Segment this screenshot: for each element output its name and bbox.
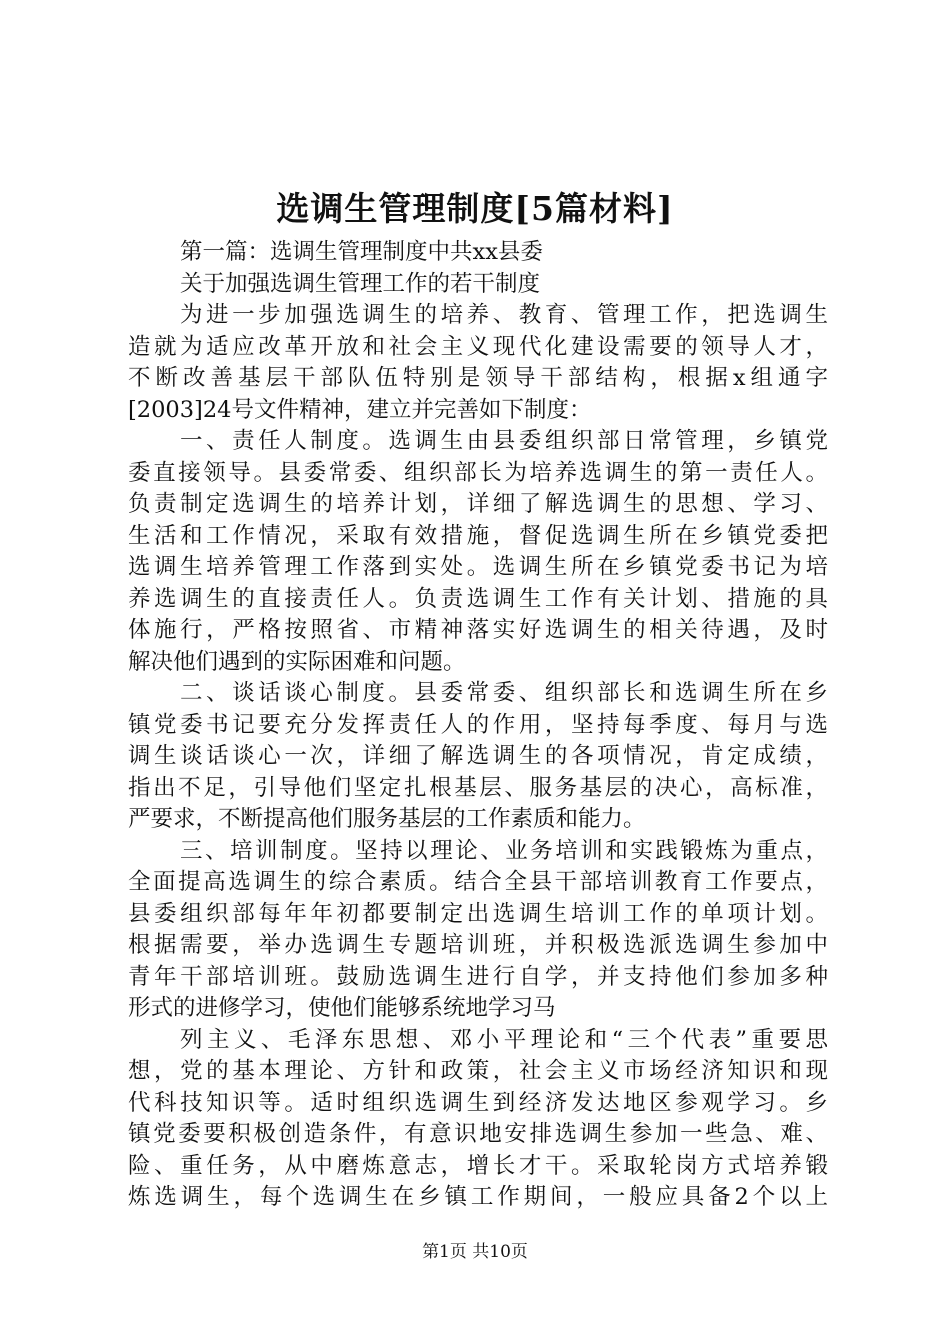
paragraph-line: 选调生培养管理工作落到实处。选调生所在乡镇党委书记为培 (128, 554, 828, 580)
paragraph-line: 三、培训制度。坚持以理论、业务培训和实践锻炼为重点， (180, 837, 828, 864)
paragraph-line: 青年干部培训班。鼓励选调生进行自学，并支持他们参加多种 (128, 963, 828, 990)
paragraph-line: 委直接领导。县委常委、组织部长为培养选调生的第一责任人。 (128, 459, 828, 486)
paragraph-line: 调生谈话谈心一次，详细了解选调生的各项情况，肯定成绩， (128, 743, 828, 769)
document-body (128, 237, 828, 1214)
paragraph-line: 一、责任人制度。选调生由县委组织部日常管理，乡镇党 (180, 428, 828, 454)
paragraph-line: 根据需要，举办选调生专题培训班，并积极选派选调生参加中 (128, 932, 828, 958)
paragraph-line: 险、重任务，从中磨炼意志，增长才干。采取轮岗方式培养锻 (128, 1152, 828, 1179)
paragraph-line: 严要求，不断提高他们服务基层的工作素质和能力。 (128, 806, 646, 832)
paragraph-line: 解决他们遇到的实际困难和问题。 (128, 648, 466, 675)
paragraph-line: 造就为适应改革开放和社会主义现代化建设需要的领导人才， (128, 333, 828, 360)
paragraph-line: [2003]24号文件精神，建立并完善如下制度： (128, 396, 592, 423)
paragraph-line: 指出不足，引导他们坚定扎根基层、服务基层的决心，高标准， (128, 774, 828, 801)
paragraph-line: 生活和工作情况，采取有效措施，督促选调生所在乡镇党委把 (128, 522, 828, 549)
page-number-footer: 第1页 共10页 (422, 1242, 528, 1262)
document-title: 选调生管理制度[5篇材料] (276, 189, 674, 228)
paragraph-line: 列主义、毛泽东思想、邓小平理论和“三个代表”重要思 (180, 1026, 828, 1053)
paragraph-line: 全面提高选调生的综合素质。结合全县干部培训教育工作要点， (128, 869, 828, 895)
paragraph-line: 镇党委书记要充分发挥责任人的作用，坚持每季度、每月与选 (128, 711, 828, 738)
paragraph-line: 想，党的基本理论、方针和政策，社会主义市场经济知识和现 (128, 1058, 828, 1084)
paragraph-line: 炼选调生，每个选调生在乡镇工作期间，一般应具备2个以上 (128, 1184, 828, 1210)
paragraph-line: 负责制定选调生的培养计划，详细了解选调生的思想、学习、 (128, 491, 828, 517)
section-heading: 第一篇：选调生管理制度中共xx县委 (180, 239, 543, 265)
section-subheading: 关于加强选调生管理工作的若干制度 (180, 270, 541, 297)
paragraph-line: 镇党委要积极创造条件，有意识地安排选调生参加一些急、难、 (128, 1121, 828, 1147)
paragraph-line: 二、谈话谈心制度。县委常委、组织部长和选调生所在乡 (180, 680, 828, 706)
paragraph-line: 代科技知识等。适时组织选调生到经济发达地区参观学习。乡 (128, 1089, 828, 1116)
paragraph-line: 县委组织部每年年初都要制定出选调生培训工作的单项计划。 (128, 900, 828, 927)
paragraph-line: 形式的进修学习，使他们能够系统地学习马 (128, 995, 556, 1021)
paragraph-line: 养选调生的直接责任人。负责选调生工作有关计划、措施的具 (128, 585, 828, 612)
paragraph-line: 不断改善基层干部队伍特别是领导干部结构，根据x组通字 (128, 365, 828, 391)
paragraph-line: 为进一步加强选调生的培养、教育、管理工作，把选调生 (180, 302, 828, 328)
paragraph-line: 体施行，严格按照省、市精神落实好选调生的相关待遇，及时 (128, 617, 828, 643)
